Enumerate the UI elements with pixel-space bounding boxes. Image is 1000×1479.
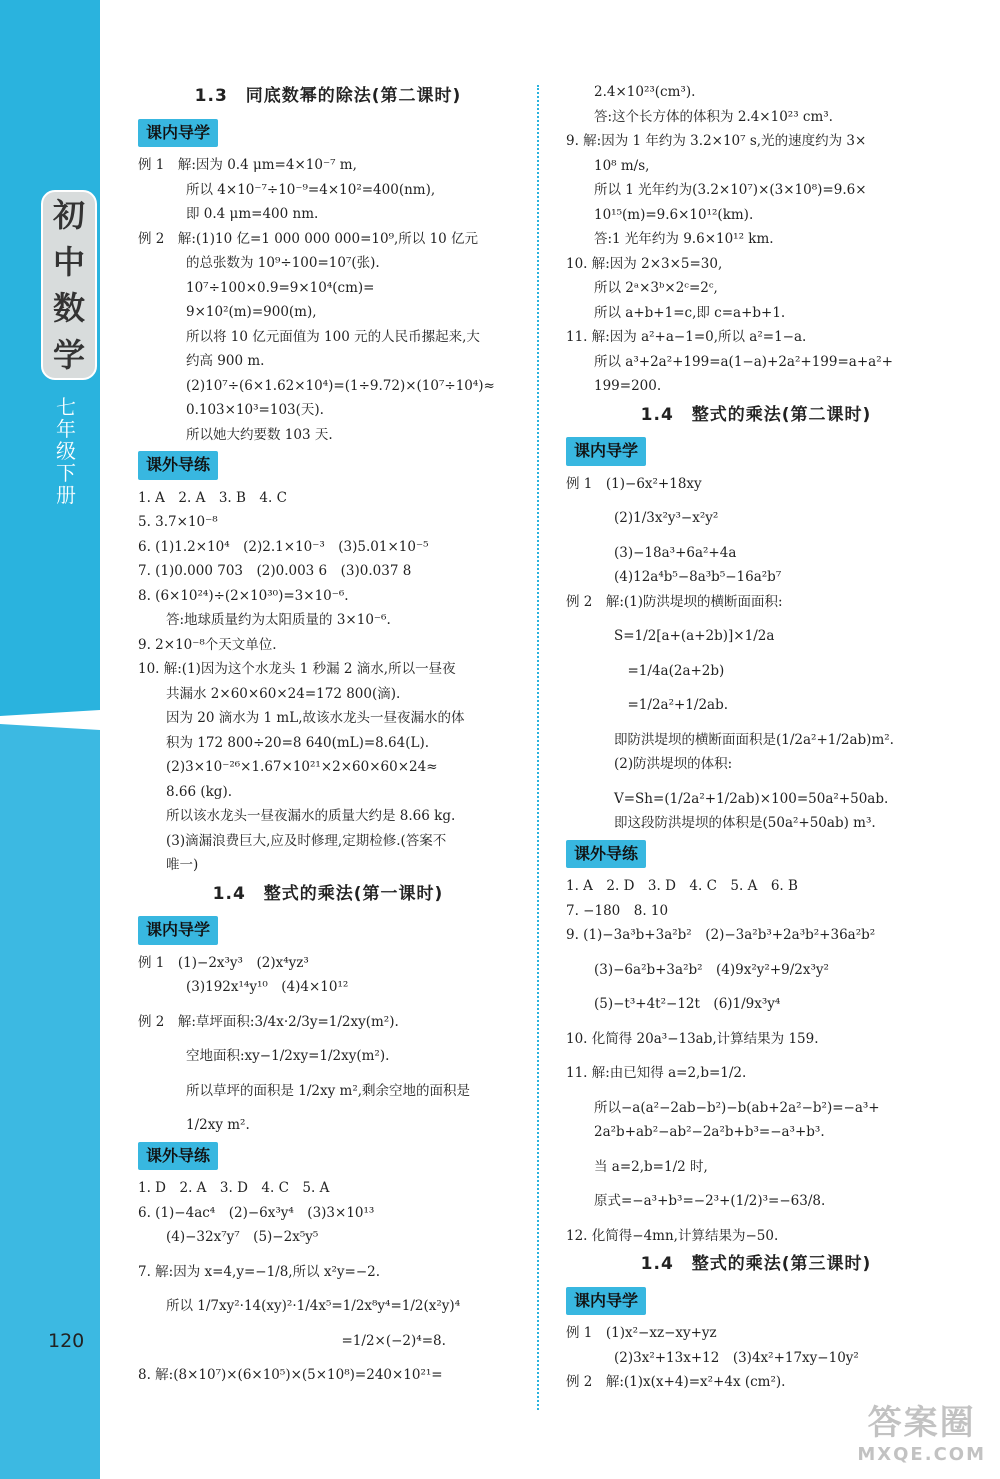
line-spacer: [566, 614, 946, 624]
line-spacer: [138, 1000, 518, 1010]
subject-char: 初: [52, 196, 85, 235]
right-column: [566, 80, 946, 1395]
section-heading: 1.4 整式的乘法(第三课时): [640, 1254, 872, 1274]
answer-line: 所以 1 光年约为(3.2×10⁷)×(3×10⁸)=9.6×: [594, 182, 867, 198]
grade-char: 七: [56, 395, 76, 419]
section-tag: 课外导练: [138, 451, 218, 480]
answer-line: 2a²b+ab²−ab²−2a²b+b³=−a³+b³.: [594, 1124, 825, 1140]
answer-line: (2)3×10⁻²⁶×1.67×10²¹×2×60×60×24≈: [166, 759, 438, 775]
line-spacer: [138, 1069, 518, 1079]
answer-line: 约高 900 m.: [186, 353, 265, 369]
answer-line: 因为 20 滴水为 1 mL,故该水龙头一昼夜漏水的体: [166, 710, 465, 726]
answer-line: =1/2×(−2)⁴=8.: [166, 1332, 446, 1349]
section-heading: 1.3 同底数幂的除法(第二课时): [194, 86, 462, 106]
answer-line: 12. 化简得−4mn,计算结果为−50.: [566, 1227, 779, 1244]
answer-line: (2)3x²+13x+12 (3)4x²+17xy−10y²: [614, 1349, 859, 1366]
watermark-text: 答案圈: [867, 1403, 976, 1443]
answer-line: (2)1/3x²y³−x²y²: [614, 510, 719, 526]
answer-line: 共漏水 2×60×60×24=172 800(滴).: [166, 685, 401, 702]
answer-line: 即这段防洪堤坝的体积是(50a²+50ab) m³.: [614, 815, 876, 831]
line-spacer: [566, 777, 946, 787]
answer-line: 空地面积:xy−1/2xy=1/2xy(m²).: [186, 1048, 390, 1064]
answer-line: =1/4a(2a+2b): [614, 662, 725, 679]
subject-title: [41, 190, 97, 380]
answer-line: 10. 化简得 20a³−13ab,计算结果为 159.: [566, 1030, 819, 1047]
answer-line: 11. 解:因为 a²+a−1=0,所以 a²=1−a.: [566, 329, 807, 345]
answer-line: 10⁷÷100×0.9=9×10⁴(cm)=: [186, 279, 375, 296]
answer-line: 199=200.: [594, 378, 662, 394]
answer-line: (2)10⁷÷(6×1.62×10⁴)=(1÷9.72)×(10⁷÷10⁴)≈: [186, 377, 495, 394]
answer-line: 2.4×10²³(cm³).: [594, 84, 696, 100]
answer-line: (3)−6a²b+3a²b² (4)9x²y²+9/2x³y²: [594, 961, 829, 978]
line-spacer: [138, 1103, 518, 1113]
line-spacer: [138, 1284, 518, 1294]
answer-line: 7. (1)0.000 703 (2)0.003 6 (3)0.037 8: [138, 563, 412, 579]
answer-line: S=1/2[a+(a+2b)]×1/2a: [614, 628, 775, 644]
answer-line: 即 0.4 μm=400 nm.: [186, 206, 319, 222]
section-tag: 课内导学: [138, 119, 218, 148]
grade-char: 年: [56, 417, 76, 441]
sidebar-band-bottom: [0, 724, 100, 1479]
answer-line: 所以草坪的面积是 1/2xy m²,剩余空地的面积是: [186, 1082, 471, 1099]
answer-line: 答:地球质量约为太阳质量的 3×10⁻⁶.: [166, 612, 391, 628]
line-spacer: [566, 1017, 946, 1027]
answer-line: 所以将 10 亿元面值为 100 元的人民币摞起来,大: [186, 328, 480, 345]
answer-line: 的总张数为 10⁹÷100=10⁷(张).: [186, 255, 380, 271]
left-column: [138, 80, 518, 1388]
answer-line: 6. (1)−4ac⁴ (2)−6x³y⁴ (3)3×10¹³: [138, 1204, 375, 1221]
answer-line: 所以她大约要数 103 天.: [186, 426, 333, 443]
line-spacer: [566, 649, 946, 659]
answer-line: 9. 2×10⁻⁸个天文单位.: [138, 636, 277, 653]
answer-line: (4)−32x⁷y⁷ (5)−2x⁵y⁵: [166, 1229, 319, 1245]
answer-line: (3)滴漏浪费巨大,应及时修理,定期检修.(答案不: [166, 832, 447, 849]
answer-line: 10. 解:因为 2×3×5=30,: [566, 255, 723, 272]
answer-line: 所以 a³+2a²+199=a(1−a)+2a²+199=a+a²+: [594, 353, 893, 370]
answer-line: 例 1 (1)x²−xz−xy+yz: [566, 1325, 717, 1341]
answer-line: 原式=−a³+b³=−2³+(1/2)³=−63/8.: [594, 1193, 826, 1209]
answer-line: 1. D 2. A 3. D 4. C 5. A: [138, 1180, 330, 1196]
watermark-url: MXQE.COM: [857, 1444, 986, 1465]
answer-line: 1/2xy m².: [186, 1117, 250, 1133]
section-heading: 1.4 整式的乘法(第二课时): [640, 404, 872, 425]
subject-char: 数: [52, 289, 85, 328]
line-spacer: [138, 1250, 518, 1260]
answer-line: (5)−t³+4t²−12t (6)1/9x³y⁴: [594, 996, 781, 1012]
answer-line: (2)防洪堤坝的体积:: [614, 756, 733, 772]
answer-line: 所以 2ᵃ×3ᵇ×2ᶜ=2ᶜ,: [594, 280, 718, 296]
section-tag: 课内导学: [566, 1287, 646, 1316]
line-spacer: [566, 1179, 946, 1189]
answer-line: 9×10²(m)=900(m),: [186, 304, 317, 320]
answer-line: 0.103×10³=103(天).: [186, 402, 324, 418]
column-divider: [537, 85, 539, 1410]
answer-line: 例 2 解:(1)防洪堤坝的横断面面积:: [566, 593, 783, 610]
grade-char: 册: [56, 483, 76, 507]
answer-line: 10¹⁵(m)=9.6×10¹²(km).: [594, 206, 754, 223]
answer-line: 6. (1)1.2×10⁴ (2)2.1×10⁻³ (3)5.01×10⁻⁵: [138, 538, 429, 555]
answer-line: 8. (6×10²⁴)÷(2×10³⁰)=3×10⁻⁶.: [138, 587, 349, 604]
line-spacer: [566, 1145, 946, 1155]
answer-line: 例 2 解:草坪面积:3/4x·2/3y=1/2xy(m²).: [138, 1013, 399, 1030]
answer-line: 所以 1/7xy²·14(xy)²·1/4x⁵=1/2x⁸y⁴=1/2(x²y)⁴: [166, 1298, 461, 1314]
answer-line: 例 1 (1)−6x²+18xy: [566, 475, 702, 492]
line-spacer: [566, 683, 946, 693]
page-number: 120: [48, 1330, 85, 1352]
answer-line: 8. 解:(8×10⁷)×(6×10⁵)×(5×10⁸)=240×10²¹=: [138, 1367, 443, 1383]
grade-char: 下: [56, 461, 76, 485]
answer-line: 所以 4×10⁻⁷÷10⁻⁹=4×10²=400(nm),: [186, 181, 436, 198]
answer-line: (4)12a⁴b⁵−8a³b⁵−16a²b⁷: [614, 569, 782, 585]
section-tag: 课内导学: [138, 916, 218, 945]
answer-line: 11. 解:由已知得 a=2,b=1/2.: [566, 1065, 747, 1081]
answer-line: 7. −180 8. 10: [566, 902, 669, 919]
section-tag: 课内导学: [566, 437, 646, 466]
answer-line: =1/2a²+1/2ab.: [614, 697, 729, 713]
line-spacer: [566, 1051, 946, 1061]
line-spacer: [566, 1086, 946, 1096]
line-spacer: [566, 1214, 946, 1224]
answer-line: 所以−a(a²−2ab−b²)−b(ab+2a²−b²)=−a³+: [594, 1099, 880, 1116]
answer-line: 答:这个长方体的体积为 2.4×10²³ cm³.: [594, 108, 833, 125]
watermark-logo: [857, 1395, 986, 1465]
subject-char: 学: [52, 335, 85, 374]
answer-line: 唯一): [166, 857, 199, 873]
answer-line: 所以 a+b+1=c,即 c=a+b+1.: [594, 304, 786, 321]
line-spacer: [138, 1319, 518, 1329]
section-tag: 课外导练: [138, 1142, 218, 1171]
answer-line: 例 1 (1)−2x³y³ (2)x⁴yz³: [138, 954, 309, 971]
answer-line: 例 1 解:因为 0.4 μm=4×10⁻⁷ m,: [138, 157, 357, 173]
answer-line: 所以该水龙头一昼夜漏水的质量大约是 8.66 kg.: [166, 808, 456, 824]
answer-line: 9. (1)−3a³b+3a²b² (2)−3a²b³+2a³b²+36a²b²: [566, 927, 876, 943]
answer-line: 10. 解:(1)因为这个水龙头 1 秒漏 2 滴水,所以一昼夜: [138, 661, 456, 677]
line-spacer: [566, 982, 946, 992]
line-spacer: [566, 718, 946, 728]
answer-line: (3)192x¹⁴y¹⁰ (4)4×10¹²: [186, 979, 349, 995]
line-spacer: [566, 948, 946, 958]
answer-line: 积为 172 800÷20=8 640(mL)=8.64(L).: [166, 734, 430, 751]
answer-line: 1. A 2. D 3. D 4. C 5. A 6. B: [566, 878, 798, 894]
line-spacer: [566, 531, 946, 541]
answer-line: 8.66 (kg).: [166, 783, 232, 800]
answer-line: (3)−18a³+6a²+4a: [614, 544, 737, 561]
subject-char: 中: [52, 242, 85, 281]
answer-line: 例 2 解:(1)10 亿=1 000 000 000=10⁹,所以 10 亿元: [138, 230, 479, 247]
grade-char: 级: [56, 439, 76, 463]
answer-line: 即防洪堤坝的横断面面积是(1/2a²+1/2ab)m².: [614, 731, 894, 748]
line-spacer: [138, 1034, 518, 1044]
grade-label: [45, 396, 87, 506]
answer-line: V=Sh=(1/2a²+1/2ab)×100=50a²+50ab.: [614, 790, 889, 807]
answer-line: 1. A 2. A 3. B 4. C: [138, 489, 287, 506]
answer-line: 7. 解:因为 x=4,y=−1/8,所以 x²y=−2.: [138, 1263, 381, 1280]
line-spacer: [138, 1353, 518, 1363]
section-tag: 课外导练: [566, 840, 646, 869]
answer-line: 答:1 光年约为 9.6×10¹² km.: [594, 231, 774, 247]
answer-line: 例 2 解:(1)x(x+4)=x²+4x (cm²).: [566, 1374, 786, 1390]
answer-line: 当 a=2,b=1/2 时,: [594, 1158, 708, 1175]
line-spacer: [566, 496, 946, 506]
answer-line: 5. 3.7×10⁻⁸: [138, 514, 218, 530]
answer-line: 10⁸ m/s,: [594, 157, 650, 174]
section-heading: 1.4 整式的乘法(第一课时): [212, 883, 444, 904]
answer-line: 9. 解:因为 1 年约为 3.2×10⁷ s,光的速度约为 3×: [566, 133, 867, 149]
